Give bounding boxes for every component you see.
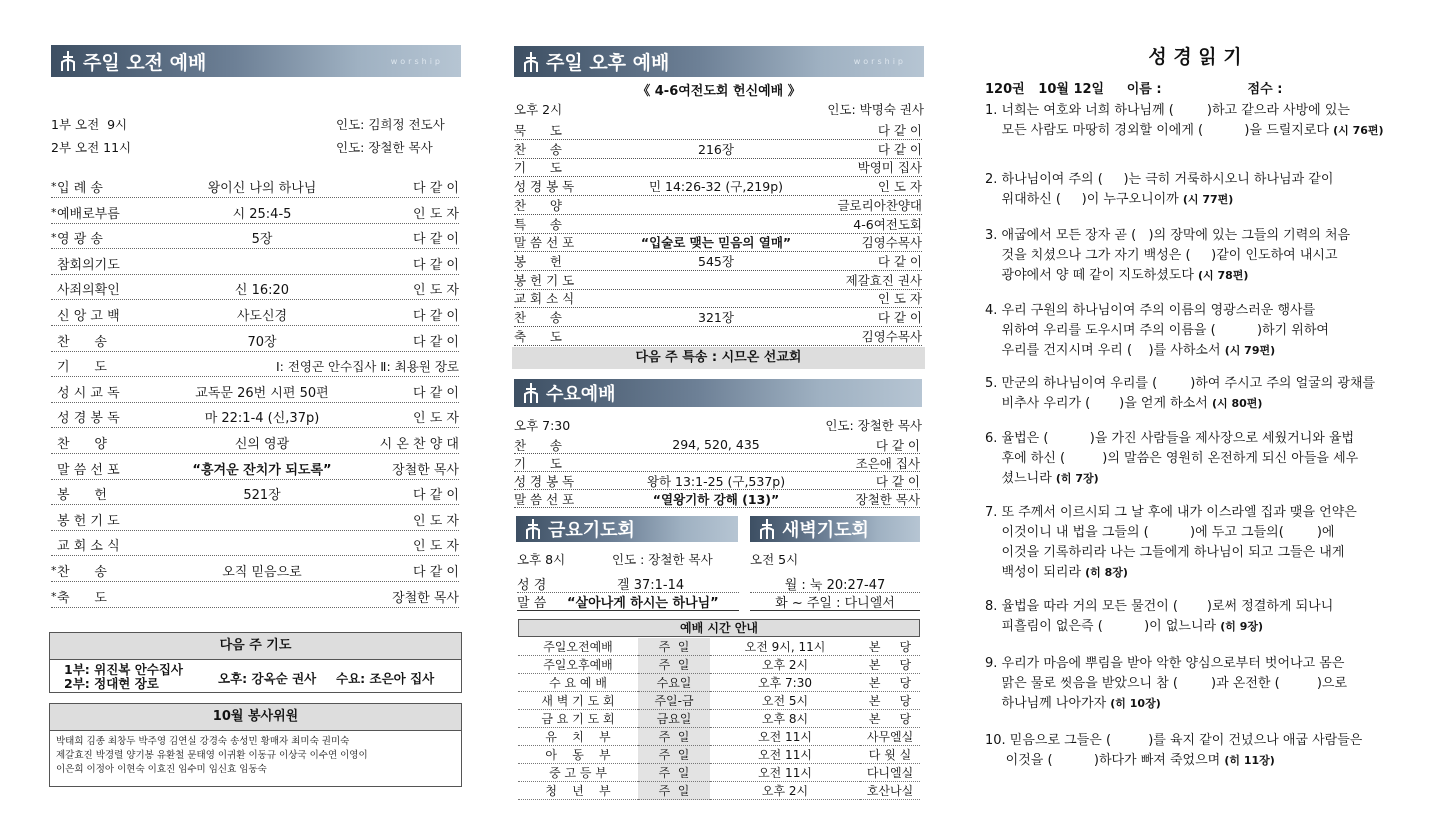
schedule-row [518,692,920,710]
schedule-row [518,764,920,782]
order-content: 왕이신 나의 하나님 [207,181,317,196]
order-by: 장철한 목사 [392,463,459,478]
reading-question-text: 1. 너희는 여호와 너희 하나님께 ( )하고 같으라 사방에 있는 모든 사람도 마땅히 경외할 이에게 ( )을 드릴지로다 [985,103,1350,138]
friday-leader: 인도 : 장철한 목사 [612,552,713,567]
order-by: 김영수목사 [861,328,922,344]
reading-question [985,731,1405,771]
schedule-service: 청 년 부 [518,782,638,800]
order-row [514,196,922,215]
schedule-place: 다니엘실 [860,764,920,782]
order-by: 인 도 자 [413,207,459,222]
schedule-place: 본 당 [860,638,920,656]
schedule-place: 본 당 [860,656,920,674]
afternoon-leader: 인도: 박명숙 권사 [827,102,924,117]
order-row [51,432,459,454]
friday-header-title: 금요기도회 [548,520,635,541]
dawn-tue-sun: 화 ~ 주일 : 다니엘서 [775,596,895,611]
morning-header [51,45,461,77]
order-content: 321장 [698,309,734,325]
order-name: 묵 도 [514,122,562,138]
order-row [514,215,922,234]
schedule-title-text: 예배 시간 안내 [680,621,758,635]
next-prayer-afternoon: 오후: 강옥순 권사 [218,671,317,686]
order-row [51,304,459,326]
order-by: 4-6여전도회 [853,216,922,232]
afternoon-subtitle: 《 4-6여전도회 헌신예배 》 [637,84,801,99]
reading-question-text: 10. 믿음으로 그들은 ( )를 육지 같이 건넜으나 애굽 사람들은 이것을 ( )하다가 빠져 죽었으며 [985,733,1363,768]
order-row [514,490,920,508]
church-cross-icon [59,50,77,72]
order-row [51,509,459,531]
reading-question-ref: (히 10장) [1110,697,1161,710]
order-name: 축 도 [514,328,562,344]
order-by: 장철한 목사 [855,491,920,507]
church-cross-icon [522,51,540,73]
order-row [514,289,922,308]
order-row [51,483,459,505]
service-time: 2부 오전 11시 [51,140,132,155]
order-mark: * [51,564,57,577]
schedule-place: 사무엘실 [860,728,920,746]
order-row [514,177,922,196]
schedule-row [518,746,920,764]
order-by: 다 같 이 [413,565,459,580]
order-by: 박영미 집사 [857,159,922,175]
schedule-day: 주 일 [638,656,710,674]
schedule-row [518,656,920,674]
order-by: 조은애 집사 [855,455,920,471]
schedule-day: 수요일 [638,674,710,692]
schedule-day: 주일-금 [638,692,710,710]
schedule-place: 호산나실 [860,782,920,800]
order-mark: * [51,231,57,244]
order-name: 성 시 교 독 [57,386,120,401]
reading-question-ref: (시 80편) [1211,397,1263,410]
order-by: 다 같 이 [413,309,459,324]
order-by: 다 같 이 [413,386,459,401]
order-content: 521장 [243,488,281,503]
reading-question [985,429,1405,489]
order-by: 다 같 이 [413,488,459,503]
wednesday-header [514,379,922,407]
order-row [51,227,459,249]
friday-sermon: “살아나게 하시는 하나님” [567,596,719,611]
dawn-rest-row [750,593,920,611]
service-leader: 인도: 김희정 전도사 [336,117,445,132]
order-name: 축 도 [57,591,107,606]
schedule-day: 주 일 [638,782,710,800]
order-name: 기 도 [57,360,107,375]
order-content: 왕하 13:1-25 (구,537p) [646,473,786,489]
order-name: 봉 헌 기 도 [514,272,575,288]
schedule-service: 수 요 예 배 [518,674,638,692]
order-name: 성 경 봉 독 [514,473,575,489]
schedule-service: 주일오전예배 [518,638,638,656]
schedule-title [518,619,920,637]
reading-question-text: 6. 율법은 ( )을 가진 사람들을 제사장으로 세웠거니와 율법 후에 하신 ( )의 말씀은 영원히 온전하게 되신 아들을 세우 셨느니라 [985,431,1359,486]
schedule-time: 오전 11시 [710,764,860,782]
order-content: Ⅰ: 전영곤 안수집사 Ⅱ: 최용원 장로 [275,358,459,374]
schedule-row [518,782,920,800]
next-prayer-line1: 1부: 위진복 안수집사 [64,662,184,677]
order-mark: * [51,590,57,603]
reading-question-ref: (히 9장) [1220,620,1264,633]
order-row [514,252,922,271]
friday-scripture-label: 성 경 [517,578,547,593]
order-name: 말 씀 선 포 [514,234,575,250]
reading-question-ref: (시 76편) [1333,124,1384,137]
order-content: 마 22:1-4 (신,37p) [204,411,320,426]
order-row [514,308,922,327]
afternoon-header-en: worship [853,57,906,66]
reading-question-ref: (히 11장) [1224,754,1275,767]
schedule-place: 본 당 [860,710,920,728]
order-by: 인 도 자 [877,290,922,306]
order-by: 인 도 자 [413,539,459,554]
order-content: 5장 [251,232,273,247]
dawn-mon: 월 : 눅 20:27-47 [784,578,886,593]
order-row [514,454,920,472]
reading-question-ref: (시 79편) [1224,344,1276,357]
reading-question-ref: (히 8장) [1085,566,1128,579]
schedule-time: 오후 2시 [710,782,860,800]
friday-sermon-row [517,593,739,611]
afternoon-time: 오후 2시 [514,102,563,117]
wednesday-header-title: 수요예배 [546,384,616,405]
reading-question-ref: (시 77편) [1182,193,1234,206]
volunteers-line: 이은희 이정아 이현숙 이효진 임수미 임신효 임동숙 [56,764,267,775]
schedule-service: 주일오후예배 [518,656,638,674]
next-special-text: 다음 주 특송 : 시므온 선교회 [635,350,802,365]
order-by: 인 도 자 [413,514,459,529]
schedule-time: 오전 9시, 11시 [710,638,860,656]
order-name: 기 도 [514,159,562,175]
order-by: 인 도 자 [877,178,922,194]
order-name: 찬 송 [514,309,562,325]
order-name: 사죄의확인 [57,283,120,298]
wednesday-time: 오후 7:30 [514,418,571,433]
order-by: 김영수목사 [861,234,922,250]
volunteers-line: 박태희 김종 최창두 박주영 김연실 강경숙 송성민 황매자 최미숙 권미숙 [56,736,350,747]
order-by: 시 온 찬 양 대 [379,437,459,452]
volunteers-title: 10월 봉사위원 [50,704,461,731]
order-name: 찬 양 [57,437,107,452]
order-content: 70장 [247,335,277,350]
schedule-day: 주 일 [638,728,710,746]
order-row [51,586,459,608]
order-row [514,121,922,140]
next-prayer-box [49,632,462,693]
order-name: 찬 양 [514,197,562,213]
order-row [51,253,459,275]
order-name: 봉 헌 [57,488,107,503]
friday-scripture: 겔 37:1-14 [617,578,685,593]
schedule-time: 오전 5시 [710,692,860,710]
order-by: 다 같 이 [877,122,922,138]
order-name: 입 례 송 [57,181,103,196]
order-row [514,158,922,177]
order-row [514,472,920,490]
order-row [514,271,922,290]
order-name: 신 앙 고 백 [57,309,120,324]
afternoon-header-title: 주일 오후 예배 [546,52,670,74]
order-row [51,534,459,556]
order-name: 성 경 봉 독 [514,178,575,194]
reading-question [985,597,1405,637]
church-cross-icon [758,518,776,540]
reading-question-text: 3. 애굽에서 모든 장자 곧 ( )의 장막에 있는 그들의 기력의 처음 것을 치셨으나 그가 자기 백성은 ( )같이 인도하여 내시고 광야에서 양 떼 같이 지도하셨도다 [985,228,1351,283]
order-by: 인 도 자 [413,283,459,298]
order-by: 글로리아찬양대 [837,197,922,213]
order-by: 인 도 자 [413,411,459,426]
reading-question-text: 9. 우리가 마음에 뿌림을 받아 악한 양심으로부터 벗어나고 몸은 맑은 물로 씻음을 받았으니 참 ( )과 온전한 ( )으로 하나님께 나아가자 [985,656,1348,711]
schedule-place: 다 윗 실 [860,746,920,764]
order-content: 민 14:26-32 (구,219p) [648,178,784,194]
order-by: 다 같 이 [413,232,459,247]
order-name: 참회의기도 [57,258,120,273]
reading-title: 성 경 읽 기 [1148,46,1242,68]
morning-header-title: 주일 오전 예배 [83,51,207,74]
order-name: 봉 헌 기 도 [57,514,120,529]
church-cross-icon [524,518,542,540]
order-name: 찬 송 [514,437,562,453]
order-name: 영 광 송 [57,232,103,247]
next-prayer-title: 다음 주 기도 [50,633,461,660]
reading-question [985,101,1405,141]
schedule-row [518,638,920,656]
schedule-day: 주 일 [638,746,710,764]
order-row [51,458,459,480]
order-row [51,278,459,300]
order-name: 찬 송 [514,141,562,157]
order-mark: * [51,206,57,219]
dawn-mon-row [750,575,920,593]
order-row [51,560,459,582]
order-name: 예배로부름 [57,207,120,222]
schedule-service: 아 동 부 [518,746,638,764]
service-time: 1부 오전 9시 [51,117,128,132]
order-name: 성 경 봉 독 [57,411,120,426]
schedule-service: 새 벽 기 도 회 [518,692,638,710]
order-row [51,330,459,352]
order-row [514,140,922,159]
dawn-time: 오전 5시 [750,552,799,567]
schedule-day: 주 일 [638,638,710,656]
order-row [514,436,920,454]
order-content: 545장 [698,253,734,269]
order-row [514,233,922,252]
order-by: 다 같 이 [877,141,922,157]
order-content: 신의 영광 [234,437,290,452]
order-content: “흥겨운 잔치가 되도록” [192,463,332,478]
order-row [51,381,459,403]
reading-question [985,170,1405,210]
order-name: 말 씀 선 포 [514,491,575,507]
schedule-day: 주 일 [638,764,710,782]
order-content: 신 16:20 [234,283,290,298]
order-name: 특 송 [514,216,562,232]
reading-question [985,654,1405,714]
reading-info: 120권 10월 12일 이름 : 점수 : [985,82,1283,97]
order-name: 말 씀 선 포 [57,463,120,478]
schedule-service: 유 치 부 [518,728,638,746]
reading-question-ref: (히 7장) [1055,472,1099,485]
reading-question-text: 2. 하나님이여 주의 ( )는 극히 거룩하시오니 하나님과 같이 위대하신 ( )이 누구오니이까 [985,172,1334,207]
service-leader: 인도: 장철한 목사 [336,140,433,155]
reading-question [985,503,1405,583]
schedule-place: 본 당 [860,692,920,710]
order-by: 다 같 이 [413,258,459,273]
order-by: 다 같 이 [877,309,922,325]
reading-question [985,374,1405,414]
friday-header [516,516,738,542]
order-by: 장철한 목사 [392,591,459,606]
next-special-bar [512,347,925,369]
order-by: 제갈효진 권사 [845,272,922,288]
dawn-header-title: 새벽기도회 [782,520,869,541]
order-name: 찬 송 [57,565,107,580]
friday-sermon-label: 말 씀 [517,596,547,611]
schedule-time: 오후 7:30 [710,674,860,692]
schedule-row [518,710,920,728]
order-by: 다 같 이 [413,335,459,350]
order-content: “열왕기하 강해 (13)” [652,491,780,507]
reading-question-text: 5. 만군의 하나님이여 우리를 ( )하여 주시고 주의 얼굴의 광채를 비추사 우리가 ( )을 얻게 하소서 [985,376,1376,411]
order-row [51,406,459,428]
order-content: 교독문 26번 시편 50편 [195,386,329,401]
next-prayer-line2: 2부: 정대현 장로 [64,676,159,691]
next-prayer-wednesday: 수요: 조은아 집사 [336,671,435,686]
order-name: 기 도 [514,455,562,471]
volunteers-line: 제갈효진 박경렬 양기봉 유환철 문태영 이귀환 이동규 이상국 이수연 이영이 [56,750,368,761]
schedule-row [518,728,920,746]
order-row [51,202,459,224]
schedule-day: 금요일 [638,710,710,728]
schedule-service: 금 요 기 도 회 [518,710,638,728]
order-row [51,355,459,377]
order-name: 봉 헌 [514,253,562,269]
order-content: 216장 [698,141,734,157]
friday-time: 오후 8시 [517,552,566,567]
order-by: 다 같 이 [413,181,459,196]
order-content: 오직 믿음으로 [222,565,302,580]
order-by: 다 같 이 [875,473,920,489]
reading-question-text: 8. 율법을 따라 거의 모든 물건이 ( )로써 정결하게 되나니 피흘림이 없은즉 ( )이 없느니라 [985,599,1334,634]
volunteers-box [49,703,462,787]
order-name: 교 회 소 식 [57,539,120,554]
order-name: 교 회 소 식 [514,290,575,306]
schedule-table [518,638,920,800]
schedule-service: 중 고 등 부 [518,764,638,782]
order-row [514,327,922,346]
schedule-time: 오전 11시 [710,728,860,746]
schedule-time: 오후 2시 [710,656,860,674]
friday-scripture-row [517,575,739,593]
order-name: 찬 송 [57,335,107,350]
dawn-header [750,516,920,542]
schedule-place: 본 당 [860,674,920,692]
order-mark: * [51,180,57,193]
schedule-time: 오전 11시 [710,746,860,764]
order-by: 다 같 이 [875,437,920,453]
morning-header-en: worship [390,56,443,66]
order-content: 시 25:4-5 [232,207,292,222]
wednesday-leader: 인도: 장철한 목사 [825,418,922,433]
order-row [51,176,459,198]
schedule-time: 오후 8시 [710,710,860,728]
reading-question-text: 7. 또 주께서 이르시되 그 날 후에 내가 이스라엘 집과 맺을 언약은 이것이니 내 법을 그들의 ( )에 두고 그들의( )에 이것을 기록하리라 나는 그들에게 하나님이 되고 그들은 내게 백성이 되리라 [985,505,1357,580]
reading-question-text: 4. 우리 구원의 하나님이여 주의 이름의 영광스러운 행사를 위하여 우리를 도우시며 주의 이름을 ( )하기 위하여 우리를 건지시며 우리 ( )를 사하소서 [985,303,1329,358]
church-cross-icon [522,382,540,404]
schedule-row [518,674,920,692]
reading-question-ref: (시 78편) [1198,269,1249,282]
order-content: “입술로 맺는 믿음의 열매” [640,234,792,250]
order-by: 다 같 이 [877,253,922,269]
order-content: 294, 520, 435 [672,437,760,452]
reading-question [985,226,1405,286]
afternoon-header [514,46,924,77]
order-content: 사도신경 [236,309,288,324]
reading-question [985,301,1405,361]
